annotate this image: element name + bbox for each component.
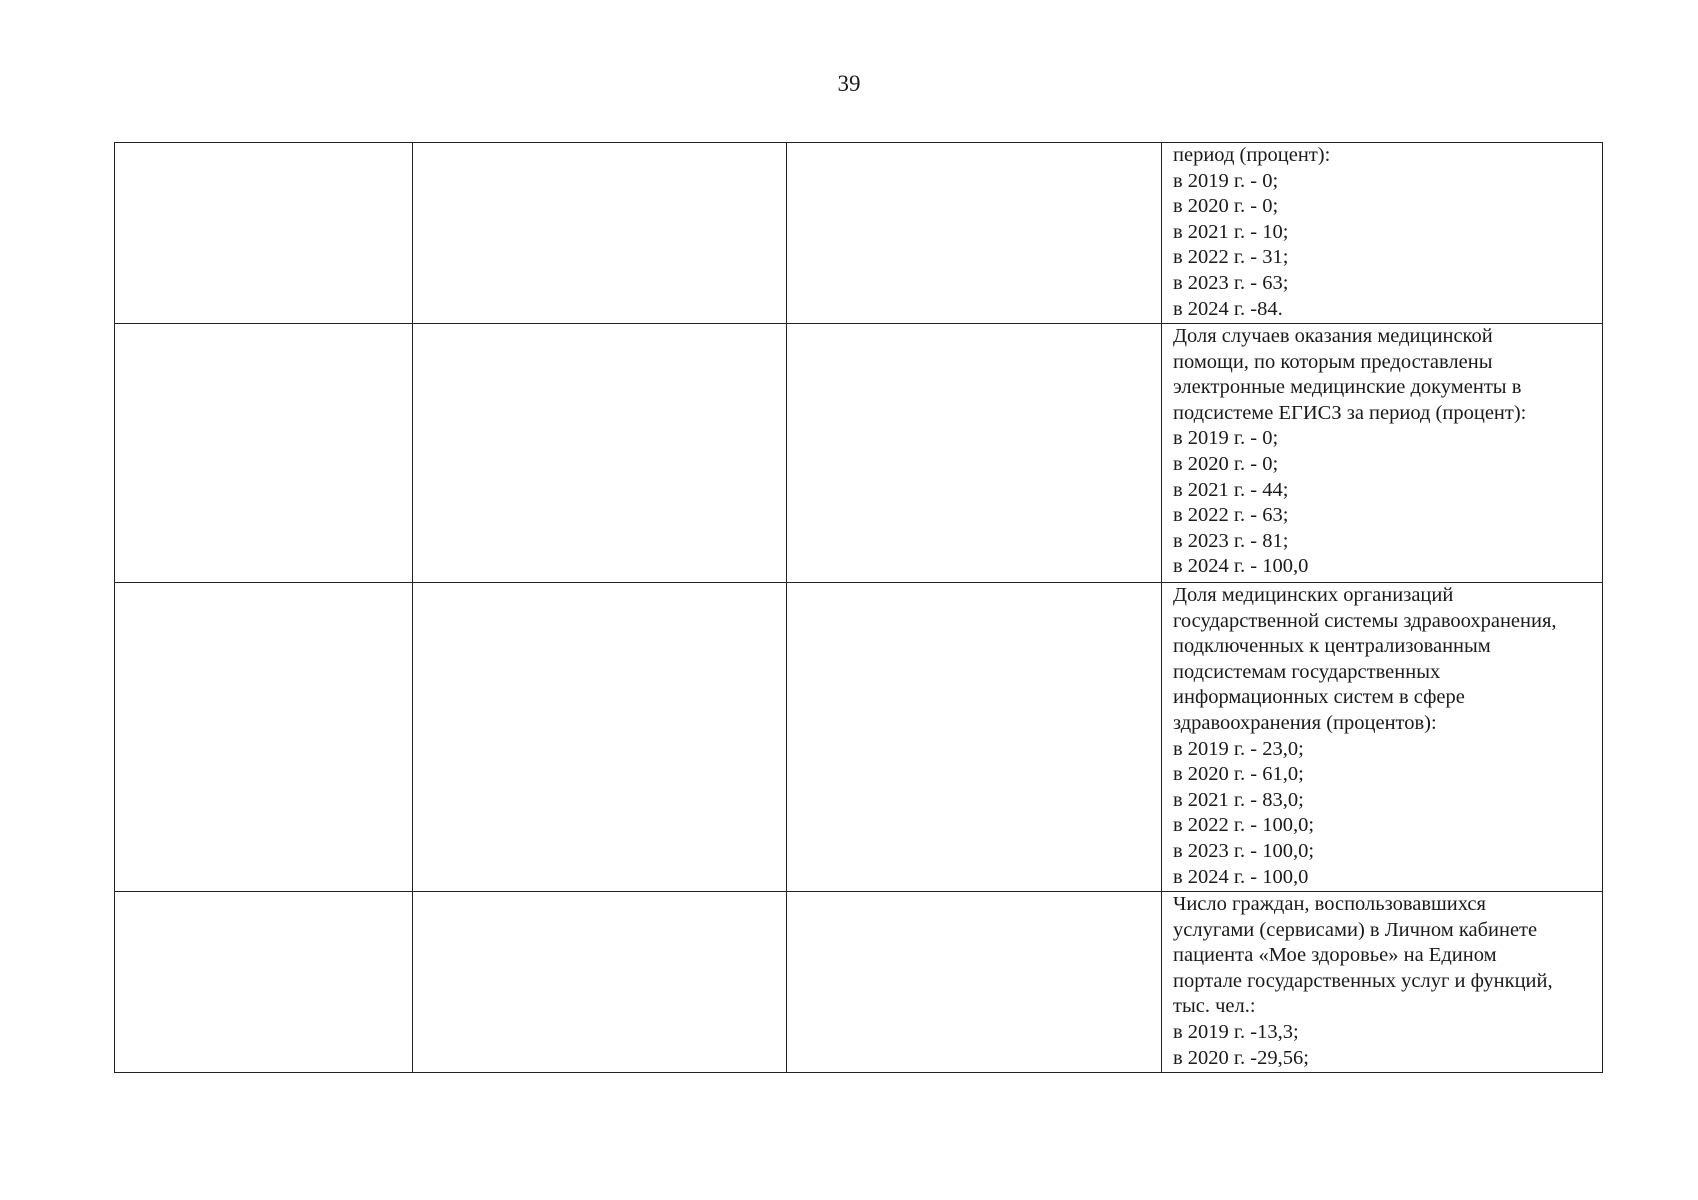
table-cell-empty [413, 583, 787, 892]
indicator-text: Доля медицинских организаций государственной системы здравоохранения, подключенных к централизованным подсистемам государственных информационных систем в сфере здравоохранения (процентов): в 2019 г. - 23,0; в 2020 г. - 61,0; в 2021 г. - 83,0; в 2022 г. - 100,0; в 2023 г. - 100,0; в 2024 г. - 100,0 [1173, 584, 1557, 888]
page-number: 39 [837, 71, 861, 96]
table-row [115, 892, 1603, 1073]
table-cell-empty [115, 143, 413, 324]
table-cell-empty [413, 892, 787, 1073]
indicators-table [114, 142, 1603, 1073]
table-row [115, 143, 1603, 324]
table-cell-empty [115, 892, 413, 1073]
indicator-text: Число граждан, воспользовавшихся услугами (сервисами) в Личном кабинете пациента «Мое здоровье» на Едином портале государственных услуг и функций, тыс. чел.: в 2019 г. -13,3; в 2020 г. -29,56; [1173, 893, 1553, 1069]
indicator-cell [1162, 143, 1603, 324]
table-cell-empty [413, 324, 787, 583]
indicator-text: Доля случаев оказания медицинской помощи, по которым предоставлены электронные медицинские документы в подсистеме ЕГИСЗ за период (процент): в 2019 г. - 0; в 2020 г. - 0; в 2021 г. - 44; в 2022 г. - 63; в 2023 г. - 81; в 2024 г. - 100,0 [1173, 325, 1527, 578]
table-cell-empty [787, 324, 1162, 583]
table-row [115, 324, 1603, 583]
indicator-cell [1162, 324, 1603, 583]
table-cell-empty [413, 143, 787, 324]
indicator-cell [1162, 583, 1603, 892]
indicator-text: период (процент): в 2019 г. - 0; в 2020 г. - 0; в 2021 г. - 10; в 2022 г. - 31; в 2023 г. - 63; в 2024 г. -84. [1173, 144, 1331, 320]
table-cell-empty [115, 324, 413, 583]
table-cell-empty [115, 583, 413, 892]
table-cell-empty [787, 892, 1162, 1073]
indicator-cell [1162, 892, 1603, 1073]
table-row [115, 583, 1603, 892]
table-cell-empty [787, 583, 1162, 892]
table-cell-empty [787, 143, 1162, 324]
